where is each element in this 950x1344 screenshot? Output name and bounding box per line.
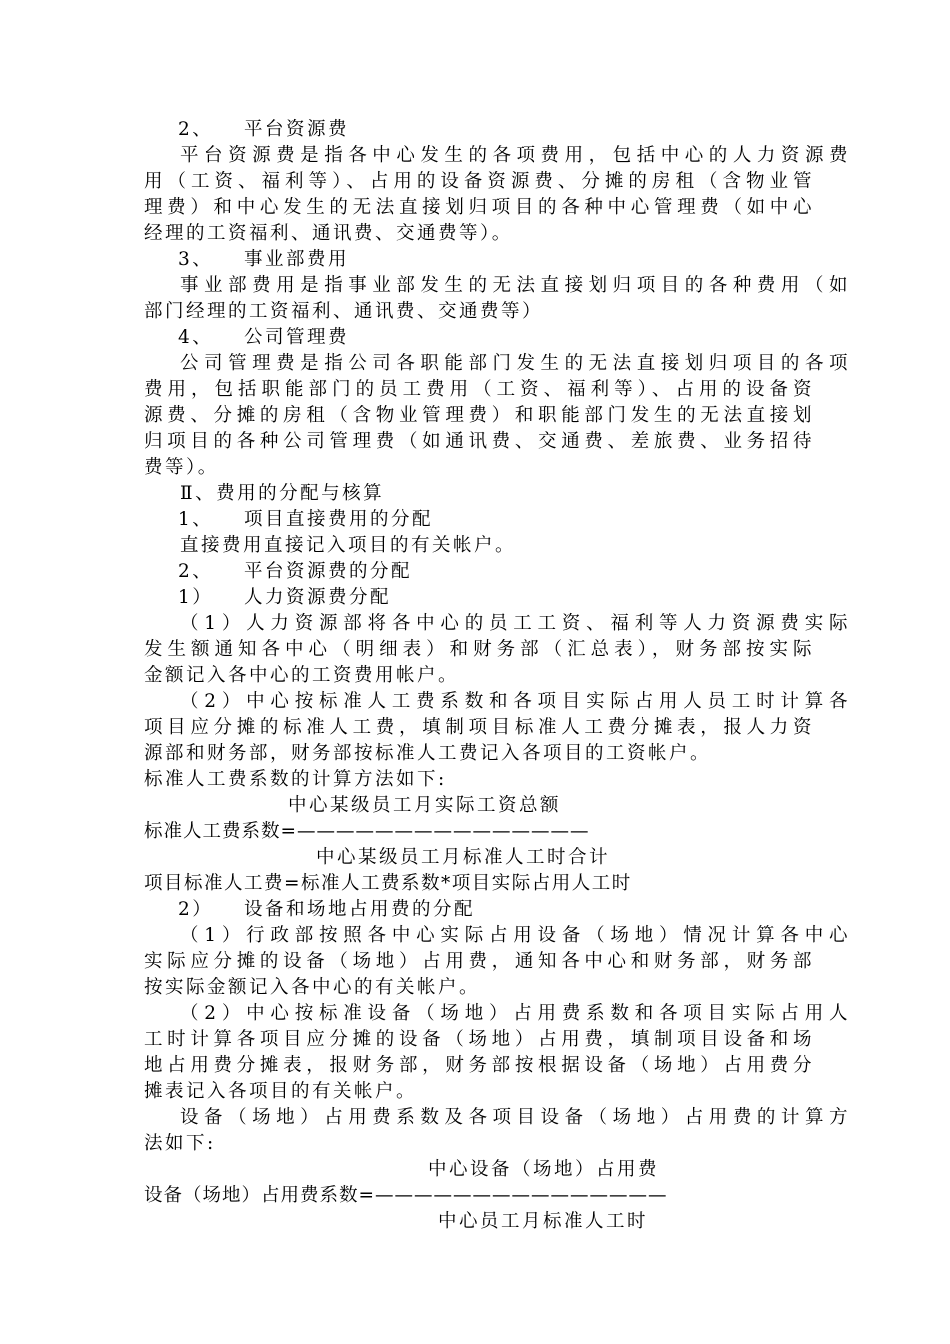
paragraph-line: 实际应分摊的设备（场地）占用费，通知各中心和财务部，财务部 [144, 951, 814, 972]
paragraph-line: 费用，包括职能部门的员工费用（工资、福利等）、占用的设备资 [144, 379, 814, 400]
paragraph-line: 源费、分摊的房租（含物业管理费）和职能部门发生的无法直接划 [144, 405, 814, 426]
formula-numerator: 中心设备（场地）占用费 [428, 1159, 660, 1180]
paragraph-line: 部门经理的工资福利、通讯费、交通费等） [144, 301, 544, 322]
subsection-heading: 2） 设备和场地占用费的分配 [178, 899, 476, 920]
paragraph-line: 费等）。 [144, 457, 219, 478]
paragraph-line: （1）行政部按照各中心实际占用设备（场地）情况计算各中心 [180, 925, 850, 946]
formula-line: 设备（场地）占用费系数=——————————————— [144, 1185, 668, 1206]
formula-line: 标准人工费系数=——————————————— [144, 821, 590, 842]
chapter-heading: Ⅱ、费用的分配与核算 [180, 483, 385, 504]
paragraph-line: 金额记入各中心的工资费用帐户。 [144, 665, 460, 686]
paragraph-line: 直接费用直接记入项目的有关帐户。 [180, 535, 517, 556]
section-heading: 4、 公司管理费 [178, 327, 350, 348]
section-heading: 1、 项目直接费用的分配 [178, 509, 434, 530]
paragraph-line: 摊表记入各项目的有关帐户。 [144, 1081, 418, 1102]
paragraph-line: 设备（场地）占用费系数及各项目设备（场地）占用费的计算方 [180, 1107, 850, 1128]
paragraph-line: 事业部费用是指事业部发生的无法直接划归项目的各种费用（如 [180, 275, 850, 296]
formula-denominator: 中心某级员工月标准人工时合计 [316, 847, 611, 868]
section-heading: 2、 平台资源费 [178, 119, 350, 140]
paragraph-line: 标准人工费系数的计算方法如下: [144, 769, 447, 790]
paragraph-line: 按实际金额记入各中心的有关帐户。 [144, 977, 481, 998]
paragraph-line: （2）中心按标准设备（场地）占用费系数和各项目实际占用人 [180, 1003, 850, 1024]
paragraph-line: 理费）和中心发生的无法直接划归项目的各种中心管理费（如中心 [144, 197, 814, 218]
paragraph-line: 地占用费分摊表，报财务部，财务部按根据设备（场地）占用费分 [144, 1055, 814, 1076]
formula-line: 项目标准人工费=标准人工费系数*项目实际占用人工时 [144, 873, 632, 894]
formula-numerator: 中心某级员工月实际工资总额 [288, 795, 562, 816]
paragraph-line: 法如下: [144, 1133, 216, 1154]
formula-denominator: 中心员工月标准人工时 [438, 1211, 649, 1232]
paragraph-line: 公司管理费是指公司各职能部门发生的无法直接划归项目的各项 [180, 353, 850, 374]
paragraph-line: 发生额通知各中心（明细表）和财务部（汇总表），财务部按实际 [144, 639, 814, 660]
paragraph-line: 源部和财务部，财务部按标准人工费记入各项目的工资帐户。 [144, 743, 712, 764]
paragraph-line: 工时计算各项目应分摊的设备（场地）占用费，填制项目设备和场 [144, 1029, 814, 1050]
section-heading: 2、 平台资源费的分配 [178, 561, 413, 582]
paragraph-line: 归项目的各种公司管理费（如通讯费、交通费、差旅费、业务招待 [144, 431, 814, 452]
paragraph-line: （1）人力资源部将各中心的员工工资、福利等人力资源费实际 [180, 613, 850, 634]
section-heading: 3、 事业部费用 [178, 249, 350, 270]
paragraph-line: 平台资源费是指各中心发生的各项费用，包括中心的人力资源费 [180, 145, 850, 166]
subsection-heading: 1） 人力资源费分配 [178, 587, 392, 608]
paragraph-line: 项目应分摊的标准人工费，填制项目标准人工费分摊表，报人力资 [144, 717, 814, 738]
paragraph-line: 用（工资、福利等）、占用的设备资源费、分摊的房租（含物业管 [144, 171, 814, 192]
paragraph-line: （2）中心按标准人工费系数和各项目实际占用人员工时计算各 [180, 691, 850, 712]
paragraph-line: 经理的工资福利、通讯费、交通费等）。 [144, 223, 513, 244]
